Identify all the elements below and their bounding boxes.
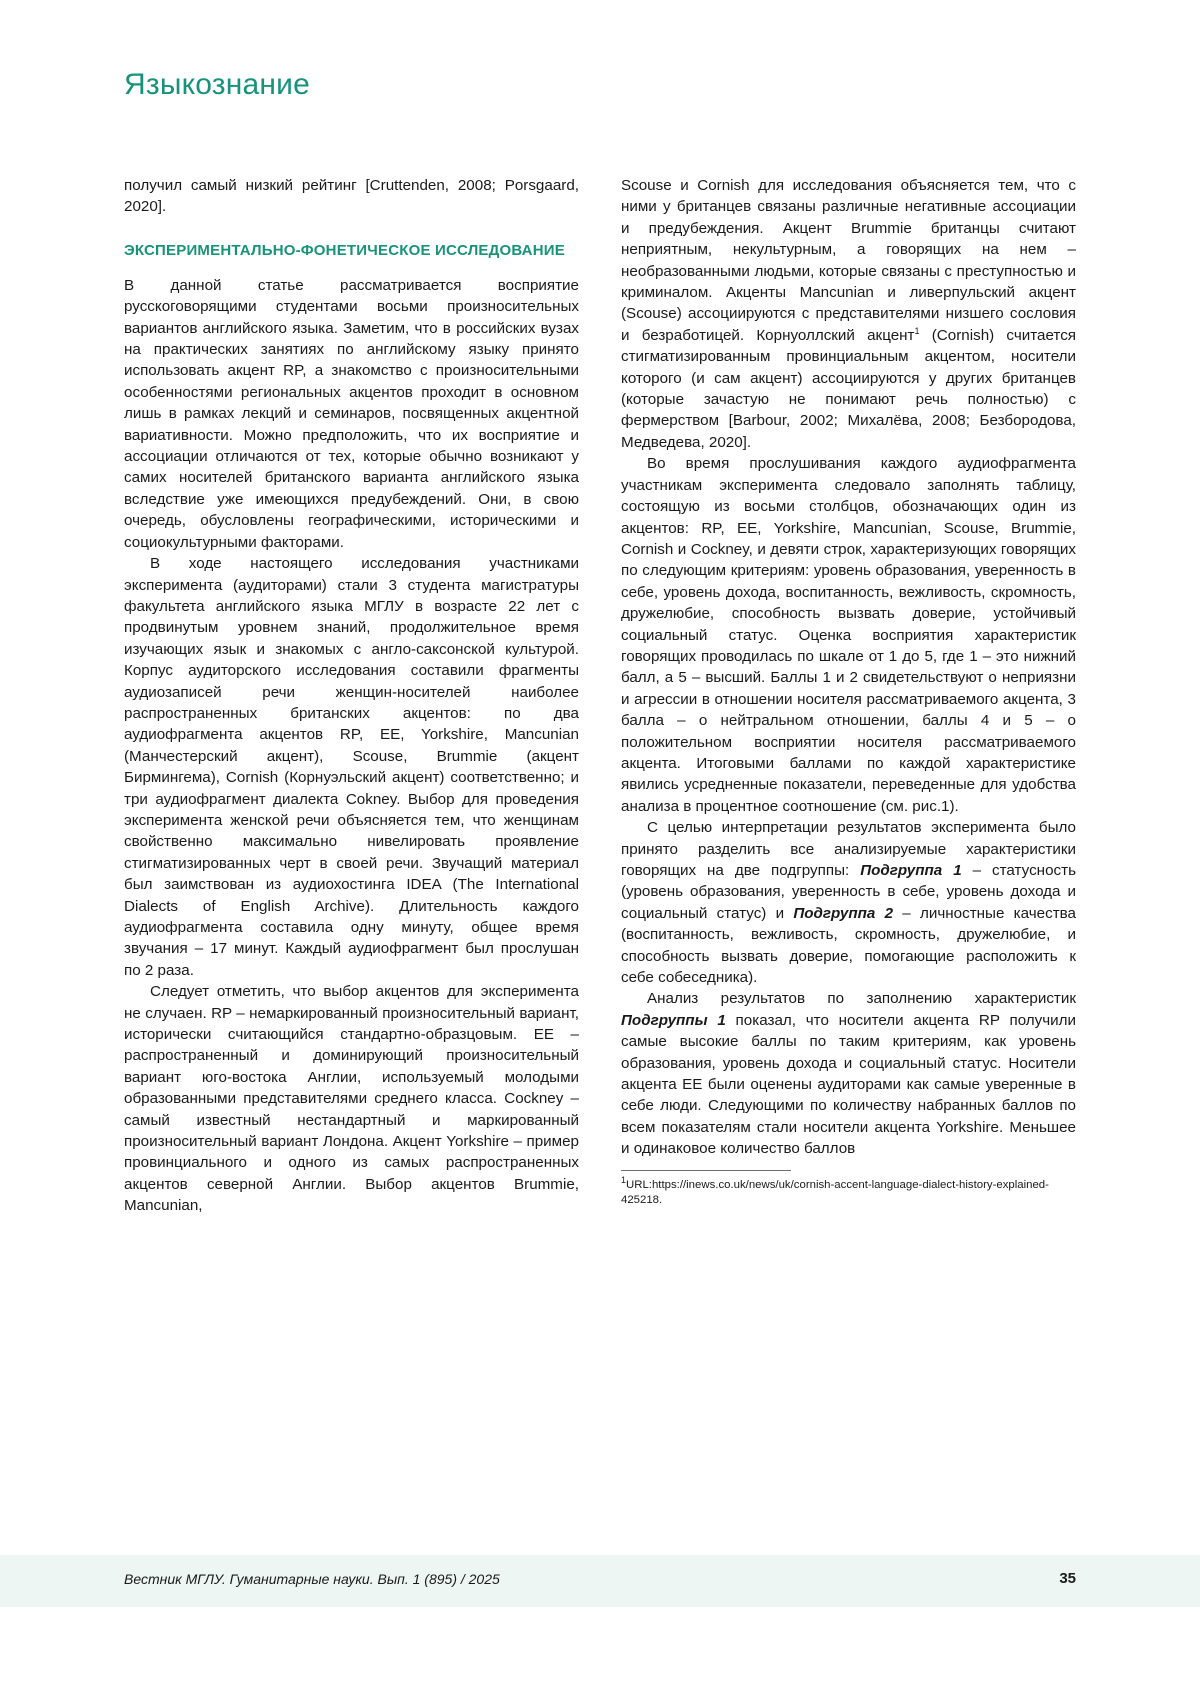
footnote-marker: 1 — [621, 1174, 627, 1185]
footnote-divider — [621, 1170, 791, 1171]
paragraph-right-4 — [621, 988, 1076, 1159]
footer — [124, 1570, 1076, 1587]
paragraph-left-2: В ходе настоящего исследования участниками эксперимента (аудиторами) стали 3 студента магистратуры факультета английского языка МГЛУ в возрасте 22 лет с продвинутым уровнем знаний, продолжительное время изучающих язык и знакомых с англо-саксонской культурой. Корпус аудиторского исследования составили фрагменты аудиозаписей речи женщин-носителей наиболее распространенных британских акцентов: по два аудиофрагмента акцентов RP, EE, Yorkshire, Mancunian (Манчестерский акцент), Scouse, Brummie (акцент Бирмингема), Cornish (Корнуэльский акцент) соответственно; и три аудиофрагмент диалекта Cokney. Выбор для проведения эксперимента женской речи объясняется тем, что женщинам свойственно максимально нивелировать проявление стигматизированных черт в своей речи. Звучащий материал был заимствован из аудиохостинга IDEA (The International Dialects of English Archive). Длительность каждого аудиофрагмента составила одну минуту, общее время звучания – 17 минут. Каждый аудиофрагмент был прослушан по 2 раза. — [124, 555, 579, 979]
paragraph-right-4-part-b: показал, что носители акцента RP получили самые высокие баллы по таким критериям, как уровень образования, уровень дохода и социальный статус. Носители акцента EE были оценены аудиторами как самые уверенные в себе люди. Следующими по количеству набранных баллов по всем показателям стали носители акцента Yorkshire. Меньшее и одинаковое количество баллов — [621, 1011, 1077, 1158]
two-column-body — [124, 175, 1076, 1217]
footnote-body: URL:https://inews.co.uk/news/uk/cornish-accent-language-dialect-history-explained-425218. — [621, 1178, 1049, 1207]
paragraph-right-2: Во время прослушивания каждого аудиофрагмента участникам эксперимента следовало заполнять таблицу, состоящую из восьми столбцов, обозначающих один из акцентов: RP, EE, Yorkshire, Mancunian, Scouse, Brummie, Cornish и Cockney, и девяти строк, характеризующих говорящих по следующим критериям: уровень образования, уверенность в себе, уровень дохода, воспитанность, вежливость, скромность, дружелюбие, способность вызвать доверие, устойчивый социальный статус. Оценка восприятия характеристик говорящих проводилась по шкале от 1 до 5, где 1 – это нижний балл, а 5 – высший. Баллы 1 и 2 свидетельствуют о неприязни и агрессии в отношении носителя рассматриваемого акцента, 3 балла – о нейтральном отношении, баллы 4 и 5 – о положительном восприятии носителя рассматриваемого акцента. Итоговыми баллами по каждой характеристике явились усредненные показатели, переведенные для удобства анализа в процентное соотношение (см. рис.1). — [621, 455, 1076, 815]
page-title: Языкознание — [124, 68, 311, 101]
paragraph-right-4-part-a: Анализ результатов по заполнению характеристик — [647, 990, 1076, 1008]
right-column — [621, 175, 1076, 1217]
page-number: 35 — [1059, 1570, 1076, 1587]
term-subgroup-1-genitive: Подгруппы 1 — [621, 1011, 726, 1029]
left-column — [124, 175, 579, 1217]
paragraph-left-1: В данной статье рассматривается восприятие русскоговорящими студентами восьми произносительных вариантов английского языка. Заметим, что в российских вузах на практических занятиях по английскому языку принято использовать акцент RP, а знакомство с произносительными особенностями региональных акцентов проходит в основном лишь в рамках лекций и семинаров, посвященных акцентной вариативности. Можно предположить, что их восприятие и ассоциации отличаются от тех, которые обычно возникают у самих носителей британского варианта английского языка вследствие уже имеющихся предубеждений. Они, в свою очередь, обусловлены географическими, историческими и социокультурными факторами. — [124, 276, 579, 551]
footnote-reference[interactable]: 1 — [914, 325, 920, 336]
paragraph-left-3: Следует отметить, что выбор акцентов для эксперимента не случаен. RP – немаркированный произносительный вариант, исторически считающийся стандартно-образцовым. EE – распространенный и доминирующий произносительный вариант юго-востока Англии, используемый молодыми образованными представителями среднего класса. Cockney – самый известный нестандартный и маркированный произносительный вариант Лондона. Акцент Yorkshire – пример провинциального и одного из самых распространенных акцентов северной Англии. Выбор акцентов Brummie, Mancunian, — [124, 983, 579, 1215]
term-subgroup-2: Подгруппа 2 — [793, 904, 894, 922]
paragraph-continued: получил самый низкий рейтинг [Cruttenden, 2008; Porsgaard, 2020]. — [124, 177, 579, 216]
journal-citation: Вестник МГЛУ. Гуманитарные науки. Вып. 1 (895) / 2025 — [124, 1570, 500, 1587]
term-subgroup-1: Подгруппа 1 — [860, 862, 962, 879]
paragraph-right-1 — [621, 175, 1076, 453]
paragraph-right-3 — [621, 817, 1076, 988]
paragraph-right-3-part-c: – личностные качества (воспитанность, вежливость, скромность, дружелюбие, и способность вызвать доверие, помогающие расположить к себе собеседника). — [621, 904, 1076, 987]
paragraph-right-1-text: Scouse и Cornish для исследования объясняется тем, что с ними у британцев связаны различные негативные ассоциации и предубеждения. Акцент Brummie британцы считают неприятным, некультурным, а говорящих на нем – необразованными людьми, которые связаны с преступностью и криминалом. Акценты Mancunian и ливерпульский акцент (Scouse) ассоциируются с представителями низшего сословия и безработицей. Корнуоллский акцент — [621, 177, 1076, 344]
paragraph-right-3-part-a: С целью интерпретации результатов эксперимента было принято разделить все анализируемые характеристики говорящих на две подгруппы: — [621, 819, 1076, 879]
subsection-heading: ЭКСПЕРИМЕНТАЛЬНО-ФОНЕТИЧЕСКОЕ ИССЛЕДОВАНИЕ — [124, 241, 565, 259]
paragraph-right-1-continued: (Cornish) считается стигматизированным провинциальным акцентом, носители которого (и сам акцент) ассоциируются у других британцев (которые зачастую не понимают речь полностью) с фермерством [Barbour, 2002; Михалёва, 2008; Безбородова, Медведева, 2020]. — [621, 326, 1077, 451]
paragraph-right-3-part-b: – статусность (уровень образования, уверенность в себе, уровень дохода и социальный статус) и — [621, 862, 1076, 922]
footnote-text — [621, 1174, 1076, 1209]
